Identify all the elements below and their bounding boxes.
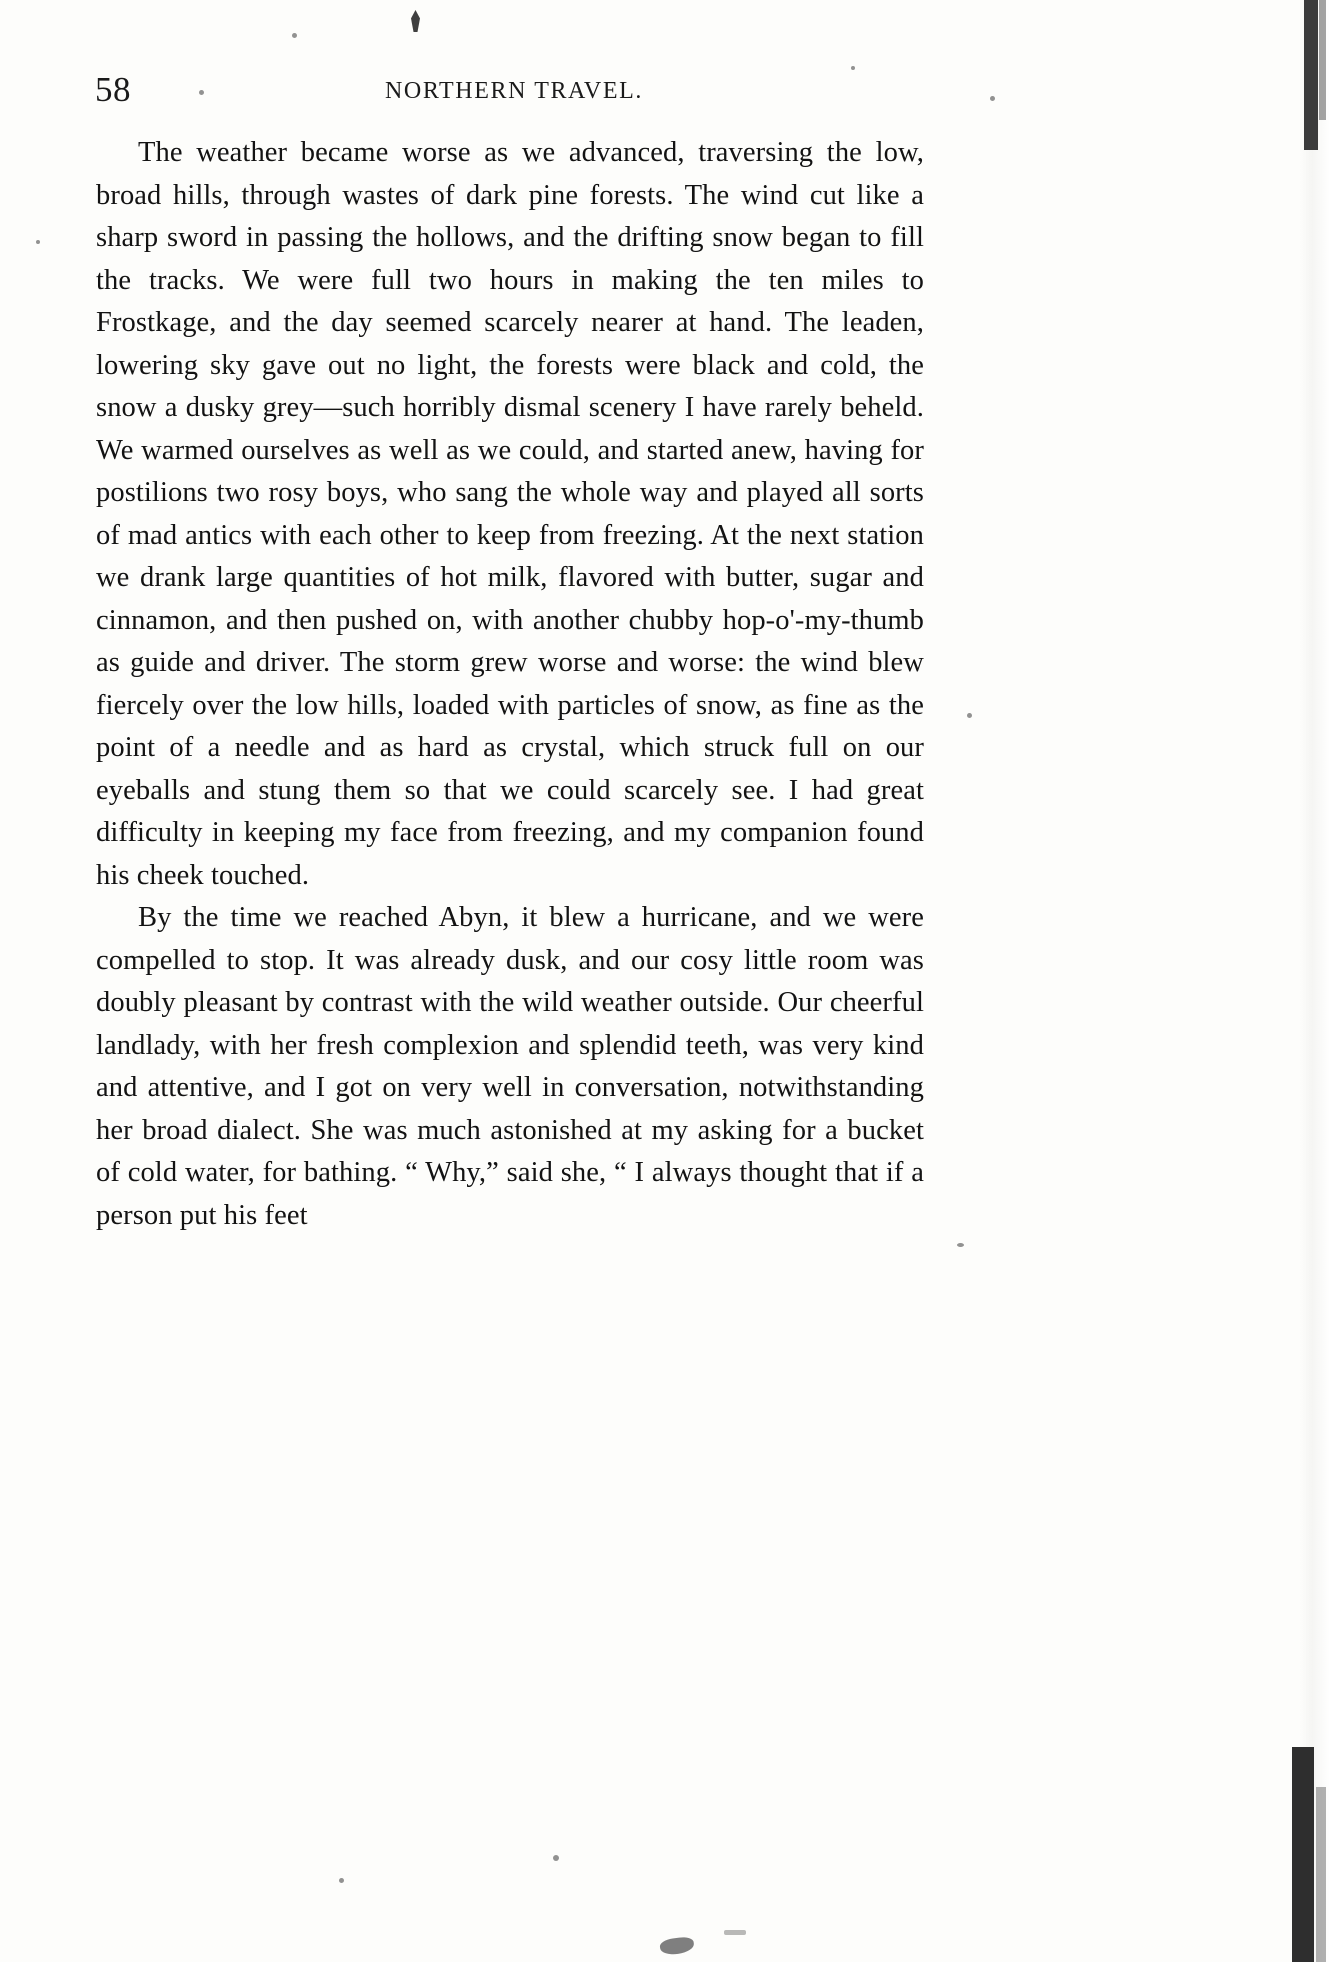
speck (957, 1243, 964, 1247)
speck (292, 33, 297, 38)
speck (990, 96, 995, 101)
top-margin-mark-icon (411, 10, 420, 32)
speck (339, 1878, 344, 1883)
running-head: NORTHERN TRAVEL. (385, 78, 643, 104)
binding-shadow-top (1304, 0, 1318, 150)
speck (967, 713, 972, 718)
scan-edge-gradient (1300, 0, 1330, 1962)
speck (724, 1930, 746, 1935)
speck (553, 1855, 559, 1861)
speck (851, 66, 855, 70)
page-header (95, 70, 945, 110)
binding-shadow-bottom (1292, 1747, 1314, 1962)
bottom-smudge-mark (659, 1936, 695, 1957)
speck (199, 90, 204, 95)
page-body-text (96, 132, 924, 1237)
binding-shadow-bottom-soft (1316, 1787, 1326, 1962)
binding-shadow-top-soft (1319, 0, 1326, 120)
page-number: 58 (95, 70, 131, 109)
paragraph-1: The weather became worse as we advanced, traversing the low, broad hills, through wastes of dark pine forests. The wind cut like a sharp sword in passing the hollows, and the drifting snow began to fill the tracks. We were full two hours in making the ten miles to Frostkage, and the day seemed scarcely nearer at hand. The leaden, lowering sky gave out no light, the forests were black and cold, the snow a dusky grey—such horribly dismal scenery I have rarely beheld. We warmed ourselves as well as we could, and started anew, having for postilions two rosy boys, who sang the whole way and played all sorts of mad antics with each other to keep from freezing. At the next station we drank large quantities of hot milk, flavored with butter, sugar and cinnamon, and then pushed on, with another chubby hop-o'-my-thumb as guide and driver. The storm grew worse and worse: the wind blew fiercely over the low hills, loaded with particles of snow, as fine as the point of a needle and as hard as crystal, which struck full on our eyeballs and stung them so that we could scarcely see. I had great difficulty in keeping my face from freezing, and my companion found his cheek touched. (96, 137, 924, 891)
speck (36, 240, 40, 244)
paragraph-2: By the time we reached Abyn, it blew a hurricane, and we were compelled to stop. It was already dusk, and our cosy little room was doubly pleasant by contrast with the wild weather outside. Our cheerful landlady, with her fresh complexion and splendid teeth, was very kind and attentive, and I got on very well in conversation, notwithstanding her broad dialect. She was much astonished at my asking for a bucket of cold water, for bathing. “ Why,” said she, “ I always thought that if a person put his feet (96, 902, 924, 1231)
